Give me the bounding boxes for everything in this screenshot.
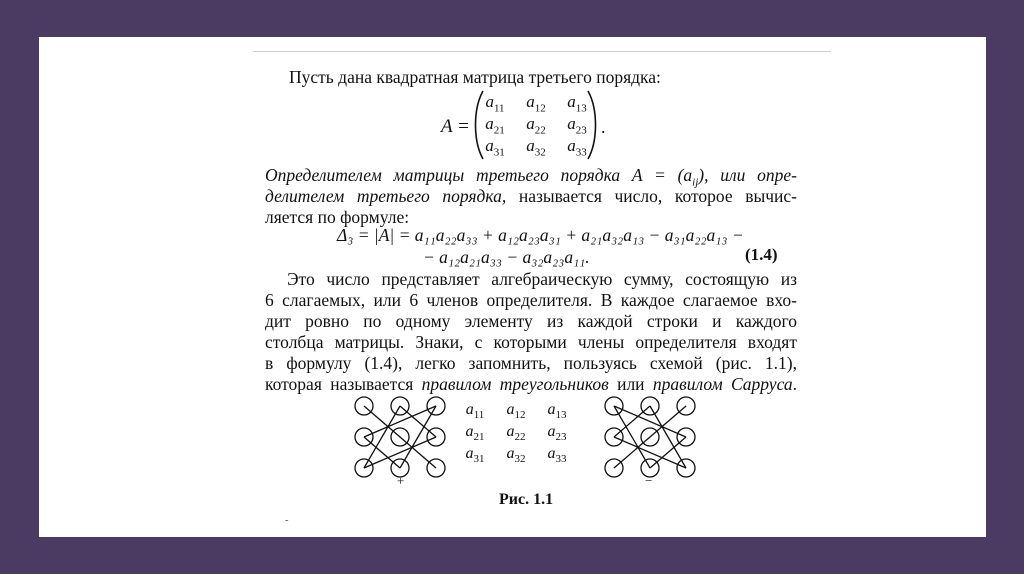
matrix-cell: $a_{32}$ — [526, 136, 546, 159]
matrix-cell: $a_{33}$ — [567, 136, 587, 159]
minus-sign: − — [645, 473, 653, 488]
figure-matrix-cell: $a_{13}$ — [547, 401, 567, 422]
slide — [39, 37, 986, 537]
formula-line-2: − a₁₂a₂₁a₃₃ − a₃₂a₂₃a₁₁. — [423, 247, 590, 267]
matrix-cell: $a_{31}$ — [485, 136, 505, 159]
figure-matrix-cell: $a_{12}$ — [506, 401, 526, 422]
matrix-cell: $a_{23}$ — [567, 114, 587, 137]
matrix-cell: $a_{11}$ — [485, 92, 505, 115]
minus-scheme-diagram — [601, 395, 701, 485]
paragraph-line-2: 6 слагаемых, или 6 членов определителя. В каждое слагаемое вхо- — [265, 290, 797, 310]
figure-matrix-cell: $a_{11}$ — [465, 401, 485, 422]
paragraph-line-3: дит ровно по одному элементу из каждой строки и каждого — [265, 311, 797, 331]
matrix-cell: $a_{13}$ — [567, 92, 587, 115]
figure-matrix-cell: $a_{31}$ — [465, 445, 485, 466]
matrix-cell: $a_{21}$ — [485, 114, 505, 137]
matrix-cell: $a_{12}$ — [526, 92, 546, 115]
paragraph-line-6: которая называется правилом треугольников или правилом Сарруса. — [265, 374, 798, 394]
matrix-label: A = — [441, 116, 470, 137]
figure-matrix-cell: $a_{33}$ — [547, 445, 567, 466]
definition-line-1: Определителем матрицы третьего порядка $A = (a_{ij})$, или опре- — [265, 165, 797, 189]
paragraph-line-5: в формулу (1.4), легко запомнить, пользуясь схемой (рис. 1.1), — [265, 353, 797, 373]
figure-matrix-cell: $a_{23}$ — [547, 423, 567, 444]
matrix-end: . — [601, 117, 606, 137]
paragraph-line-4: столбца матрицы. Знаки, с которыми члены определителя входят — [265, 332, 797, 352]
plus-sign: + — [397, 473, 405, 488]
plus-scheme-diagram — [351, 395, 451, 485]
intro-text: Пусть дана квадратная матрица третьего порядка: — [289, 67, 661, 87]
figure-caption: Рис. 1.1 — [499, 491, 554, 508]
figure-matrix-cell: $a_{32}$ — [506, 445, 526, 466]
equation-number: (1.4) — [745, 245, 778, 264]
header-rule — [253, 51, 831, 52]
corner-mark: ˜ — [285, 519, 289, 530]
definition-line-3: ляется по формуле: — [265, 207, 410, 227]
figure-matrix-cell: $a_{21}$ — [465, 423, 485, 444]
formula-line-1: Δ₃ = |A| = a₁₁a₂₂a₃₃ + a₁₂a₂₃a₃₁ + a₂₁a₃₂a₁₃ − a₃₁a₂₂a₁₃ − — [337, 225, 744, 245]
matrix-cell: $a_{22}$ — [526, 114, 546, 137]
paragraph-line-1: Это число представляет алгебраическую сумму, состоящую из — [287, 269, 797, 289]
definition-line-2: делителем третьего порядка, называется число, которое вычис- — [265, 186, 797, 206]
figure-matrix-cell: $a_{22}$ — [506, 423, 526, 444]
